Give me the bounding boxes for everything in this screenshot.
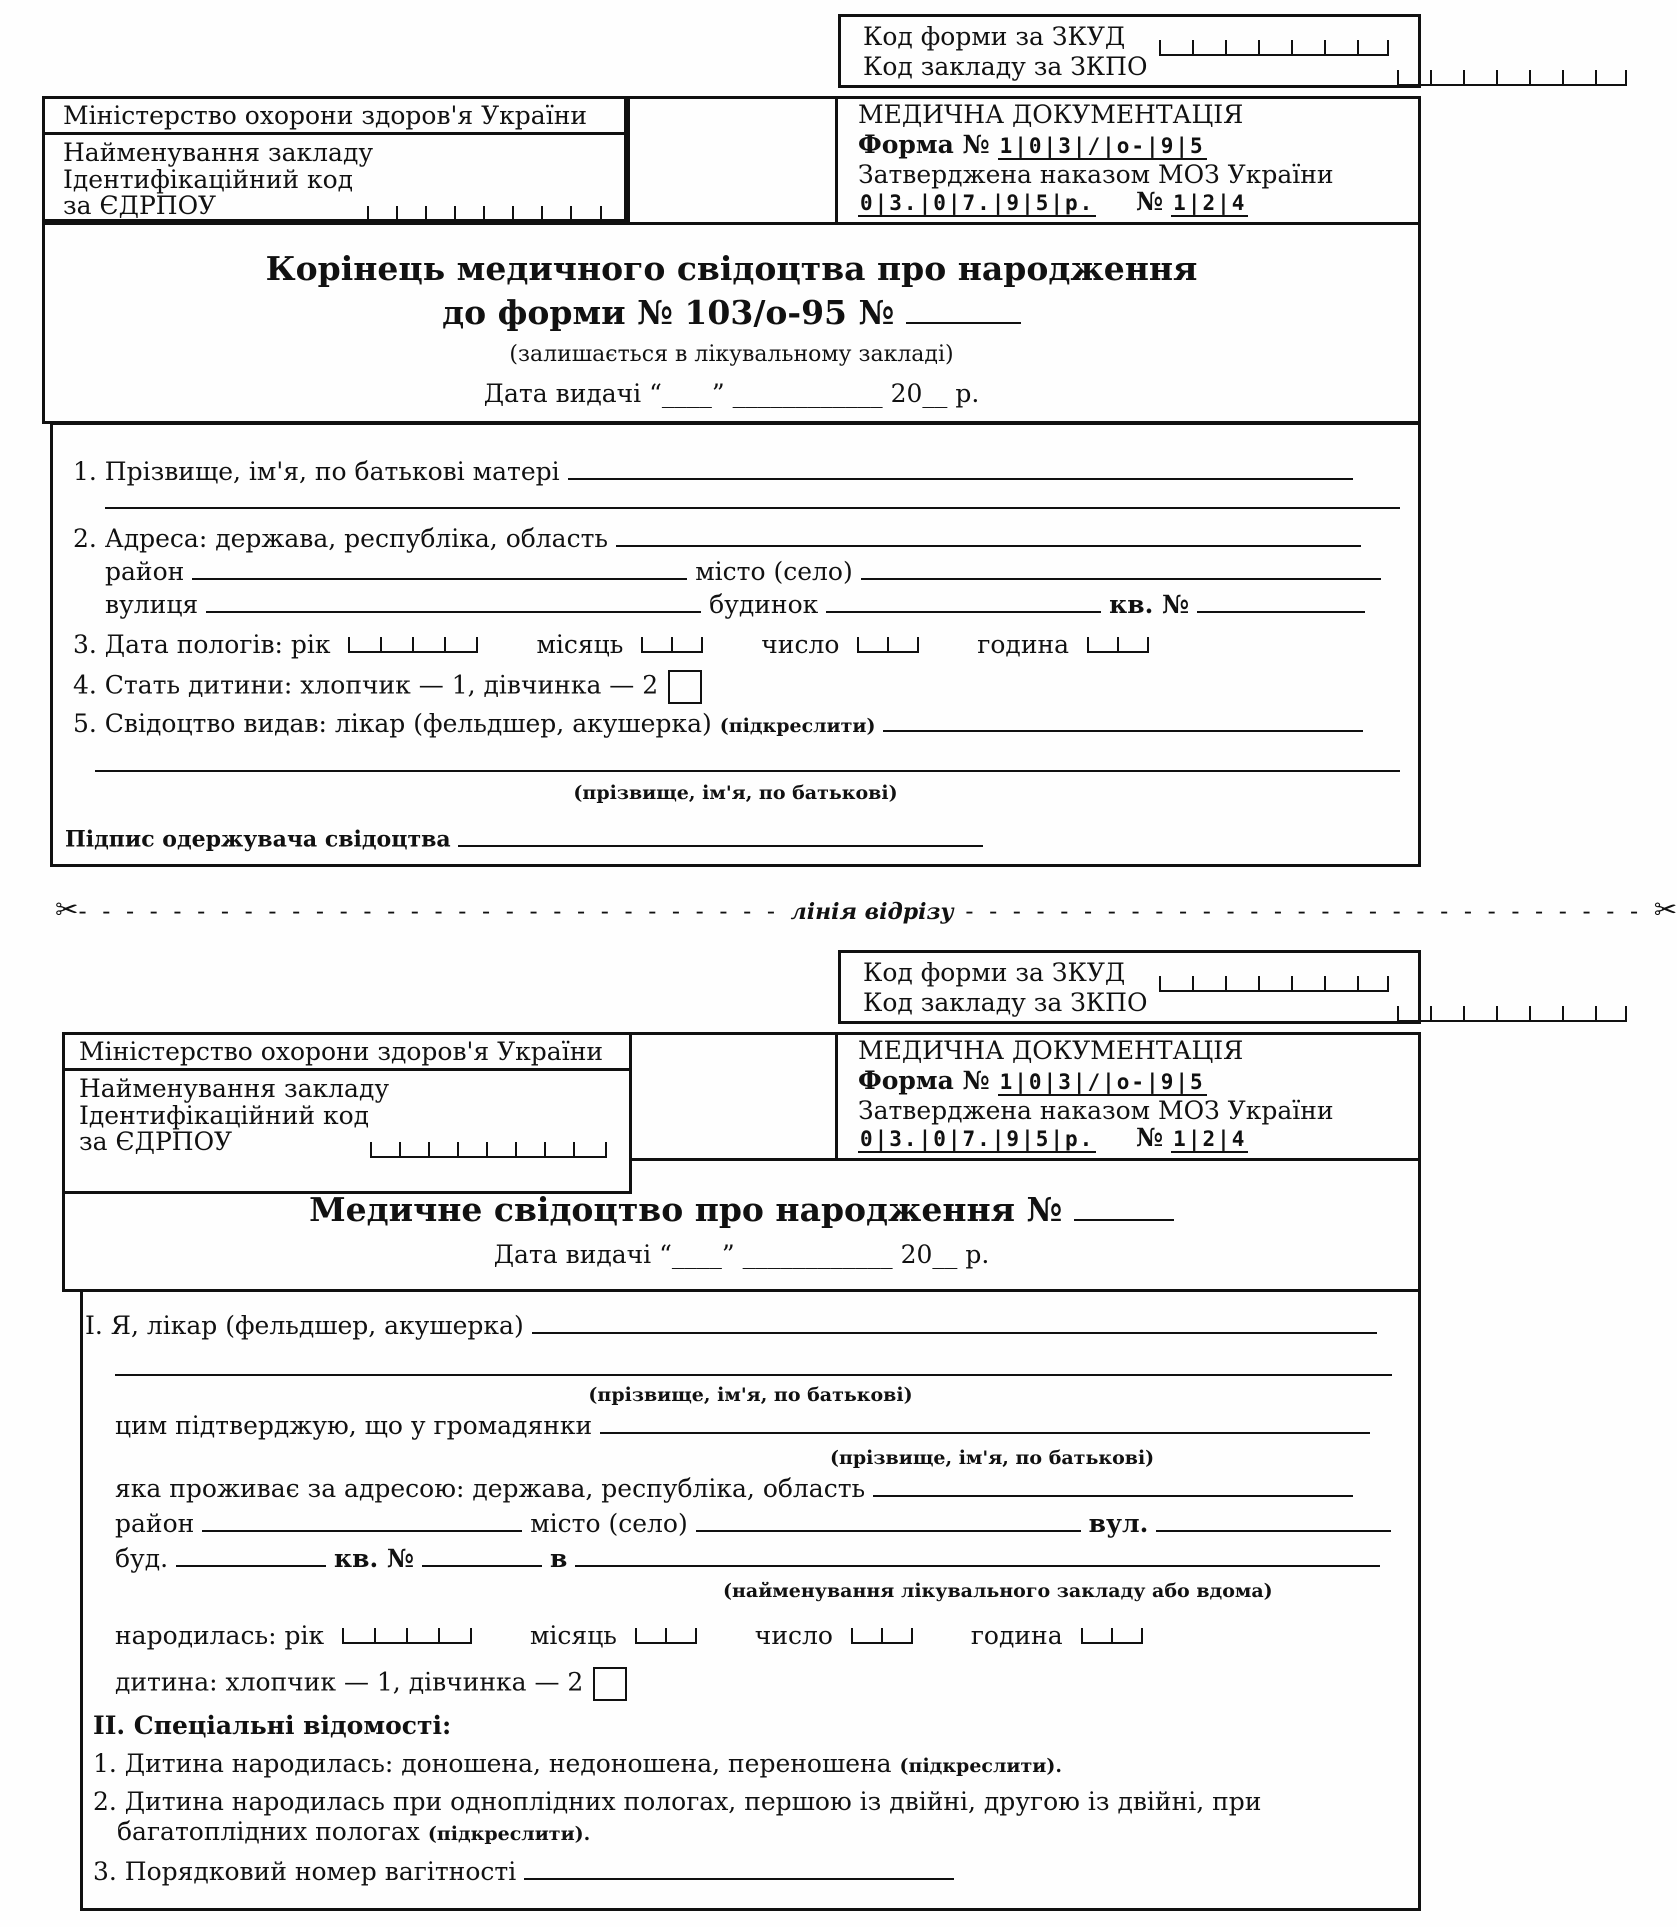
mother-name-field-2[interactable]: [105, 507, 1400, 509]
form-label: Форма №: [858, 130, 990, 159]
hour-label: година: [970, 1621, 1063, 1650]
district-label: район: [105, 557, 185, 586]
zkpo-label: Код закладу за ЗКПО: [863, 52, 1148, 81]
child-sex-label: 4. Стать дитини: хлопчик — 1, дівчинка — 2: [73, 670, 659, 700]
underline-note: (підкреслити): [719, 715, 876, 737]
edrpou-label: за ЄДРПОУ: [63, 191, 217, 220]
city-label: місто (село): [695, 557, 853, 586]
pregnancy-number-field[interactable]: [524, 1858, 954, 1880]
form-label: Форма №: [858, 1066, 990, 1095]
apt-field[interactable]: [1197, 591, 1365, 613]
signature-field[interactable]: [458, 827, 983, 847]
city-label: місто (село): [530, 1509, 688, 1538]
issuer-name-field[interactable]: [95, 770, 1400, 772]
form-code: 1|0|3|/|о-|9|5: [999, 1070, 1205, 1094]
mother-name-label: 1. Прізвище, ім'я, по батькові матері: [73, 457, 560, 486]
scissors-right-icon: ✂: [1653, 893, 1677, 926]
institution-name-label: Найменування закладу: [79, 1074, 390, 1103]
zkpo-cells[interactable]: [1397, 68, 1627, 86]
term-label: 1. Дитина народилась: доношена, недоношена, переношена: [93, 1749, 892, 1778]
day-cells[interactable]: [851, 1626, 913, 1644]
approved-no-label: №: [1136, 1123, 1164, 1152]
house-label: будинок: [709, 590, 819, 619]
birthplace-field[interactable]: [575, 1545, 1380, 1567]
in-label: в: [549, 1544, 568, 1573]
day-cells[interactable]: [857, 635, 919, 653]
term-underline-note: (підкреслити).: [899, 1755, 1062, 1777]
special-info-heading: II. Спеціальні відомості:: [93, 1711, 452, 1740]
year-cells[interactable]: [348, 635, 478, 653]
street-label: вулиця: [105, 590, 199, 619]
institution-name-label: Найменування закладу: [63, 138, 374, 167]
doctor-fio-note: (прізвище, ім'я, по батькові): [588, 1384, 913, 1406]
plurality-label: 2. Дитина народилась при одноплідних пологах, першою із двійні, другою із двійні, при: [93, 1787, 1262, 1816]
plurality-underline-note: (підкреслити).: [427, 1823, 591, 1845]
district-label: район: [115, 1509, 195, 1538]
stub-title-line2: до форми № 103/о-95 №: [442, 293, 895, 332]
ministry-cell: [65, 1035, 632, 1071]
birth-date-label: 3. Дата пологів: рік: [73, 630, 331, 659]
med-doc-label: МЕДИЧНА ДОКУМЕНТАЦІЯ: [858, 100, 1244, 129]
apt-field[interactable]: [422, 1545, 542, 1567]
institution-id-label: Ідентифікаційний код: [63, 165, 354, 194]
doctor-label: I. Я, лікар (фельдшер, акушерка): [85, 1311, 524, 1340]
street-field[interactable]: [1156, 1510, 1391, 1532]
stub-header: [42, 96, 1421, 424]
ministry-cell: [45, 99, 627, 135]
stub-subtitle: (залишається в лікувальному закладі): [509, 342, 954, 367]
certificate-header: [62, 1032, 1421, 1292]
day-label: число: [754, 1621, 833, 1650]
zkud-label: Код форми за ЗКУД: [863, 22, 1126, 51]
district-field[interactable]: [202, 1510, 522, 1532]
lives-label: яка проживає за адресою: держава, республіка, область: [115, 1474, 866, 1503]
issuer-fio-note: (прізвище, ім'я, по батькові): [573, 782, 898, 804]
ministry-label: Міністерство охорони здоров'я України: [63, 101, 588, 130]
month-label: місяць: [536, 630, 624, 659]
child-sex-label: дитина: хлопчик — 1, дівчинка — 2: [115, 1667, 584, 1697]
issued-by-label: 5. Свідоцтво видав: лікар (фельдшер, акушерка): [73, 709, 712, 738]
approved-label: Затверджена наказом МОЗ України: [858, 160, 1334, 189]
certificate-body: [80, 1289, 1421, 1911]
code-box-top: [838, 14, 1421, 88]
certificate-issue-date[interactable]: Дата видачі “____” ____________ 20__ р.: [493, 1240, 990, 1269]
approved-label: Затверджена наказом МОЗ України: [858, 1096, 1334, 1125]
ministry-label: Міністерство охорони здоров'я України: [79, 1037, 604, 1066]
hour-cells[interactable]: [1081, 1626, 1143, 1644]
month-cells[interactable]: [641, 635, 703, 653]
district-field[interactable]: [192, 558, 687, 580]
confirm-label: цим підтверджую, що у громадянки: [115, 1411, 593, 1440]
stub-number-field[interactable]: [906, 296, 1021, 324]
zkpo-cells[interactable]: [1397, 1004, 1627, 1022]
signature-label: Підпис одержувача свідоцтва: [65, 826, 451, 853]
doctor-field-2[interactable]: [115, 1374, 1392, 1376]
form-code: 1|0|3|/|о-|9|5: [999, 134, 1205, 158]
mother-field[interactable]: [600, 1412, 1370, 1434]
approved-no: 1|2|4: [1173, 1127, 1247, 1151]
approved-date: 0|3.|0|7.|9|5|р.: [860, 191, 1095, 215]
child-sex-checkbox[interactable]: [593, 1667, 627, 1701]
month-cells[interactable]: [635, 1626, 697, 1644]
institution-id-label: Ідентифікаційний код: [79, 1101, 370, 1130]
approved-date: 0|3.|0|7.|9|5|р.: [860, 1127, 1095, 1151]
hour-cells[interactable]: [1087, 635, 1149, 653]
house-label: буд.: [115, 1544, 169, 1573]
city-field[interactable]: [696, 1510, 1081, 1532]
city-field[interactable]: [861, 558, 1381, 580]
year-cells[interactable]: [342, 1626, 472, 1644]
stub-issue-date[interactable]: Дата видачі “____” ____________ 20__ р.: [483, 379, 980, 408]
region-field[interactable]: [616, 525, 1361, 547]
mother-name-field[interactable]: [568, 458, 1353, 480]
child-sex-checkbox[interactable]: [668, 670, 702, 704]
apt-label: кв. №: [334, 1544, 415, 1573]
region-field[interactable]: [873, 1475, 1353, 1497]
zkpo-label: Код закладу за ЗКПО: [863, 988, 1148, 1017]
hour-label: година: [977, 630, 1070, 659]
address-label: 2. Адреса: держава, республіка, область: [73, 524, 609, 553]
zkud-cells[interactable]: [1159, 38, 1389, 56]
stub-title-line1: Корінець медичного свідоцтва про народження: [265, 249, 1198, 288]
issued-by-field[interactable]: [883, 710, 1363, 732]
house-field[interactable]: [826, 591, 1101, 613]
month-label: місяць: [529, 1621, 617, 1650]
edrpou-cells[interactable]: [370, 1140, 607, 1158]
certificate-title: Медичне свідоцтво про народження №: [309, 1190, 1063, 1229]
edrpou-label: за ЄДРПОУ: [79, 1127, 233, 1156]
cut-line: ✂- - - - - - - - - - - - - - - - - - - - - - - - - - - - - - лінія відрізу - - - - - - - - - - - - - - - - - - - - - - - - - - - - - ✂: [55, 893, 1677, 926]
pregnancy-number-label: 3. Порядковий номер вагітності: [93, 1857, 517, 1886]
approved-no: 1|2|4: [1173, 191, 1247, 215]
plurality-label-2: багатоплідних пологах: [117, 1817, 420, 1846]
code-box-bottom: [838, 950, 1421, 1024]
day-label: число: [761, 630, 840, 659]
street-label: вул.: [1088, 1509, 1149, 1538]
edrpou-cells[interactable]: [367, 204, 602, 222]
zkud-label: Код форми за ЗКУД: [863, 958, 1126, 987]
approved-no-label: №: [1136, 187, 1164, 216]
house-field[interactable]: [176, 1545, 326, 1567]
stub-body: [50, 422, 1421, 867]
cut-line-label: лінія відрізу: [790, 899, 954, 925]
med-doc-label: МЕДИЧНА ДОКУМЕНТАЦІЯ: [858, 1036, 1244, 1065]
certificate-number-field[interactable]: [1074, 1193, 1174, 1221]
born-label: народилась: рік: [115, 1621, 325, 1650]
scissors-left-icon: ✂: [55, 893, 79, 926]
apt-label: кв. №: [1109, 590, 1190, 619]
mother-fio-note: (прізвище, ім'я, по батькові): [830, 1447, 1155, 1469]
street-field[interactable]: [206, 591, 701, 613]
zkud-cells[interactable]: [1159, 974, 1389, 992]
doctor-field[interactable]: [532, 1312, 1377, 1334]
place-note: (найменування лікувального закладу або вдома): [723, 1580, 1273, 1602]
